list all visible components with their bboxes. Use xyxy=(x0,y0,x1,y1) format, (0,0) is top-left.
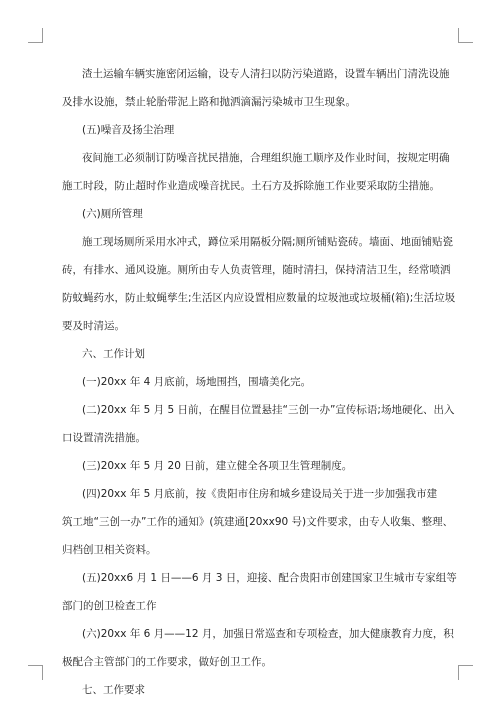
paragraph-line: 砖，有排水、通风设施。厕所由专人负责管理，随时清扫，保持清洁卫生，经常喷洒 xyxy=(62,264,451,276)
page-corner-mark-top-left xyxy=(28,28,43,43)
paragraph-line: 要及时清运。 xyxy=(62,320,125,332)
list-item: (五)20xx6 月 1 日——6 月 3 日，迎接、配合贵阳市创建国家卫生城市专家组等 xyxy=(82,572,457,584)
paragraph-line: 施工时段，防止超时作业造成噪音扰民。土石方及拆除施工作业要采取防尘措施。 xyxy=(62,180,440,192)
paragraph-line: 夜间施工必须制订防噪音扰民措施，合理组织施工顺序及作业时间，按规定明确 xyxy=(82,152,450,164)
section-heading: 六、工作计划 xyxy=(82,348,145,360)
paragraph-line: 防蚊蝇药水，防止蚊蝇孳生;生活区内应设置相应数量的垃圾池或垃圾桶(箱);生活垃圾 xyxy=(62,292,456,304)
page-corner-mark-bottom-right xyxy=(458,665,473,680)
paragraph-line: 渣土运输车辆实施密闭运输，设专人清扫以防污染道路，设置车辆出门清洗设施 xyxy=(82,68,450,80)
list-item-continuation: 极配合主管部门的工作要求，做好创卫工作。 xyxy=(62,656,272,668)
list-item: (四)20xx 年 5 月底前，按《贵阳市住房和城乡建设局关于进一步加强我市建 xyxy=(82,488,438,500)
list-item: (六)20xx 年 6 月——12 月，加强日常巡查和专项检查，加大健康教育力度，积 xyxy=(82,628,454,640)
page-corner-mark-top-right xyxy=(458,28,473,43)
list-item-continuation: 筑工地“三创一办”工作的通知》(筑建通[20xx90 号)文件要求，由专人收集、整理、 xyxy=(62,516,454,528)
section-heading: (五)噪音及扬尘治理 xyxy=(82,124,175,136)
paragraph-line: 施工现场厕所采用水冲式，蹲位采用隔板分隔;厕所铺贴瓷砖。墙面、地面铺贴瓷 xyxy=(82,236,454,248)
list-item-continuation: 部门的创卫检查工作 xyxy=(62,600,157,612)
paragraph-line: 及排水设施，禁止轮胎带泥上路和抛洒滴漏污染城市卫生现象。 xyxy=(62,96,356,108)
list-item-continuation: 口设置清洗措施。 xyxy=(62,432,146,444)
section-heading: (六)厕所管理 xyxy=(82,208,143,220)
list-item: (一)20xx 年 4 月底前，场地围挡，围墙美化完。 xyxy=(82,376,312,388)
list-item: (三)20xx 年 5 月 20 日前，建立健全各项卫生管理制度。 xyxy=(82,460,353,472)
list-item: (二)20xx 年 5 月 5 日前，在醒目位置悬挂“三创一办”宣传标语;场地硬化、出入 xyxy=(82,404,455,416)
page-corner-mark-bottom-left xyxy=(28,665,43,680)
section-heading: 七、工作要求 xyxy=(82,684,145,696)
list-item-continuation: 归档创卫相关资料。 xyxy=(62,544,157,556)
